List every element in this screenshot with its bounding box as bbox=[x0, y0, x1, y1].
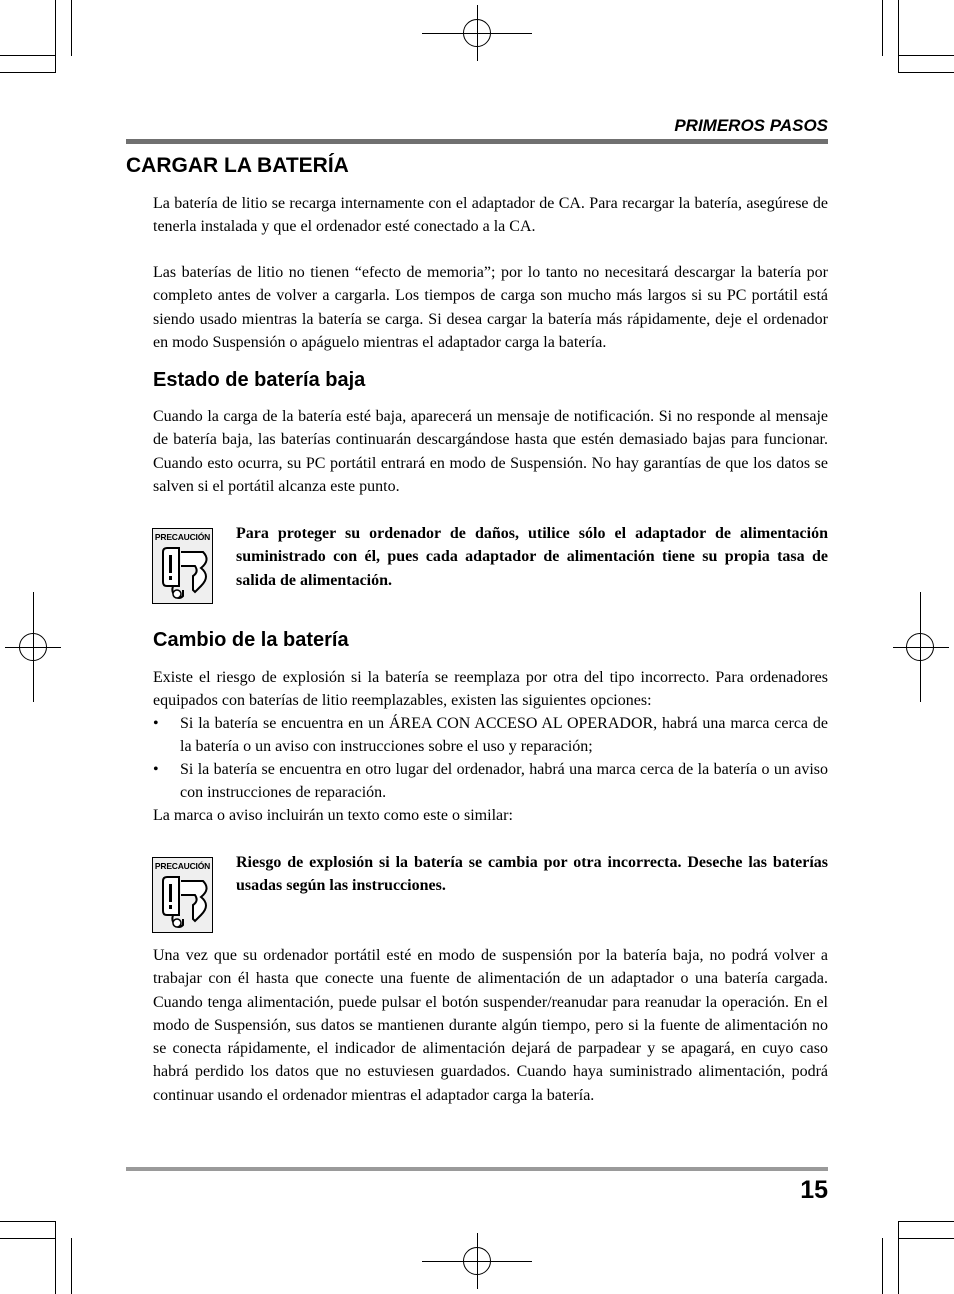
list-item-text: Si la batería se encuentra en otro lugar del ordenador, habrá una marca cerca de la batería o un aviso con instrucciones de reparación. bbox=[180, 761, 828, 802]
caution-hand-icon bbox=[159, 875, 209, 931]
registration-circle bbox=[463, 19, 491, 47]
list-item bbox=[153, 758, 828, 805]
crop-mark bbox=[71, 1238, 72, 1294]
section-title: CARGAR LA BATERÍA bbox=[126, 154, 349, 177]
registration-circle bbox=[19, 633, 47, 661]
subsection-title-battery-change: Cambio de la batería bbox=[153, 629, 349, 651]
crop-mark bbox=[71, 0, 72, 56]
crop-mark bbox=[882, 1238, 883, 1294]
caution-badge bbox=[152, 528, 213, 604]
registration-circle bbox=[906, 633, 934, 661]
caution-badge bbox=[152, 857, 213, 933]
registration-circle bbox=[463, 1247, 491, 1275]
bullet-symbol: • bbox=[153, 761, 159, 778]
page-number: 15 bbox=[800, 1176, 828, 1204]
caution-label: PRECAUCIÓN bbox=[154, 861, 211, 871]
caution-text: Para proteger su ordenador de daños, utilice sólo el adaptador de alimentación suministrado con él, pues cada adaptador de alimentación tiene su propia tasa de salida de alimentación. bbox=[236, 525, 828, 589]
crop-mark bbox=[898, 1238, 954, 1239]
caution-text: Riesgo de explosión si la batería se cambia por otra incorrecta. Deseche las baterías usadas según las instrucciones. bbox=[236, 854, 828, 895]
crop-mark bbox=[898, 72, 954, 73]
crop-mark bbox=[898, 0, 899, 72]
bullet-symbol: • bbox=[153, 715, 159, 732]
paragraph: Existe el riesgo de explosión si la batería se reemplaza por otra del tipo incorrecto. Para ordenadores equipados con baterías de litio reemplazables, existen las siguientes opciones: bbox=[153, 669, 828, 710]
paragraph: Las baterías de litio no tienen “efecto de memoria”; por lo tanto no necesitará descargar la batería por completo antes de volver a cargarla. Los tiempos de carga son mucho más largos si su PC portátil está siendo usado mientras la batería se carga. Si desea cargar la batería más rápidamente, deje el ordenador en modo Suspensión o apáguelo mientras el adaptador carga la batería. bbox=[153, 264, 828, 351]
paragraph: Cuando la carga de la batería esté baja, aparecerá un mensaje de notificación. Si no responde al mensaje de batería baja, las baterías continuarán descargándose hasta que estén demasiado bajas para funcionar. Cuando esto ocurra, su PC portátil entrará en modo de Suspensión. No hay garantías de que los datos se salven si el portátil alcanza este punto. bbox=[153, 408, 828, 495]
subsection-title-low-battery: Estado de batería baja bbox=[153, 369, 366, 391]
crop-mark bbox=[55, 0, 56, 72]
crop-mark bbox=[0, 72, 56, 73]
crop-mark bbox=[0, 1221, 56, 1222]
running-header: PRIMEROS PASOS bbox=[674, 116, 828, 135]
crop-mark bbox=[898, 1221, 899, 1294]
crop-mark bbox=[0, 55, 55, 56]
list-item bbox=[153, 712, 828, 759]
paragraph: Una vez que su ordenador portátil esté en modo de suspensión por la batería baja, no podrá volver a trabajar con él hasta que conecte una fuente de alimentación de un adaptador o una batería cargada. Cuando tenga alimentación, puede pulsar el botón suspender/reanudar para reanudar la operación. En el modo de Suspensión, sus datos se mantienen durante algún tiempo, pero si la fuente de alimentación no se conecta rápidamente, el indicador de alimentación dejará de parpadear y se apagará, en cuyo caso habrá perdido los datos que no estuviesen guardados. Cuando haya suministrado alimentación, podrá continuar usando el ordenador mientras el adaptador carga la batería. bbox=[153, 947, 828, 1104]
crop-mark bbox=[55, 1221, 56, 1294]
caution-label: PRECAUCIÓN bbox=[154, 532, 211, 542]
crop-mark bbox=[898, 55, 954, 56]
header-rule bbox=[126, 139, 828, 144]
caution-hand-icon bbox=[159, 546, 209, 602]
crop-mark bbox=[0, 1238, 56, 1239]
footer-rule bbox=[126, 1167, 828, 1171]
paragraph: La marca o aviso incluirán un texto como este o similar: bbox=[153, 807, 513, 824]
list-item-text: Si la batería se encuentra en un ÁREA CON ACCESO AL OPERADOR, habrá una marca cerca de la batería o un aviso con instrucciones sobre el uso y reparación; bbox=[180, 715, 828, 756]
crop-mark bbox=[898, 1221, 954, 1222]
paragraph: La batería de litio se recarga internamente con el adaptador de CA. Para recargar la batería, asegúrese de tenerla instalada y que el ordenador esté conectado a la CA. bbox=[153, 195, 828, 236]
crop-mark bbox=[882, 0, 883, 56]
